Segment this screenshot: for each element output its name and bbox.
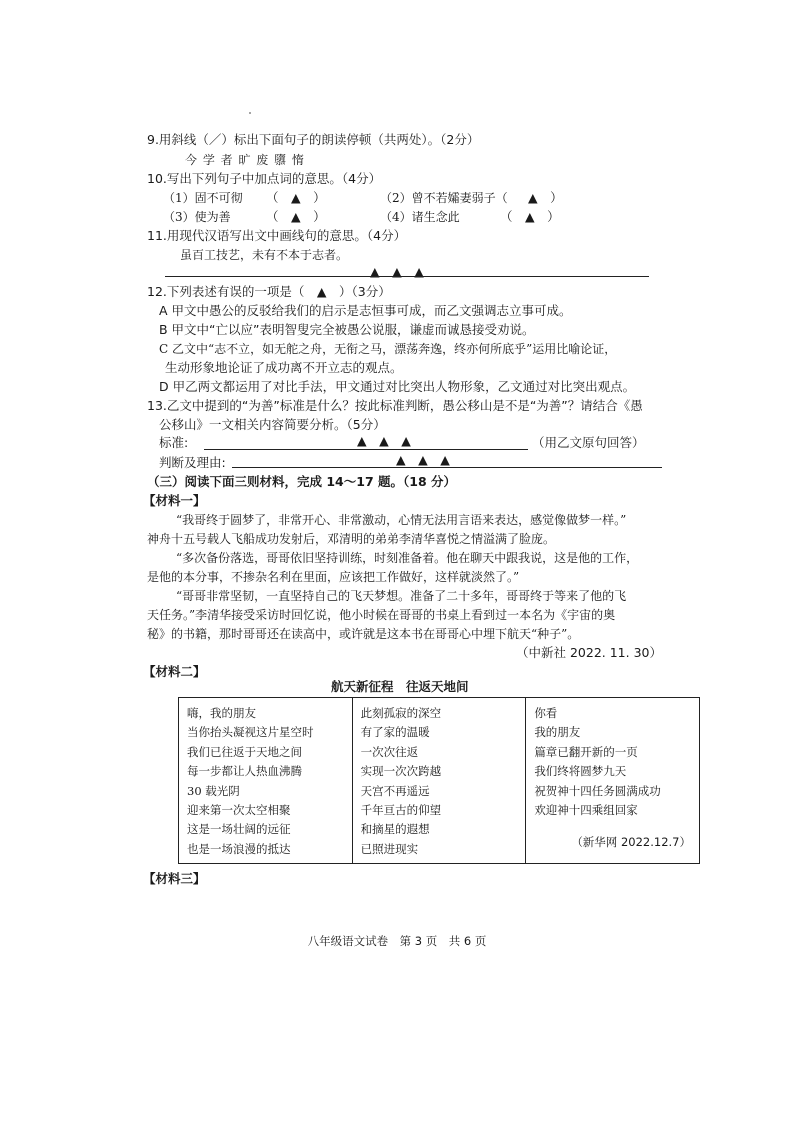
material1-line: 是他的本分事，不掺杂名利在里面，应该把工作做好，这样就淡然了。” <box>147 570 520 584</box>
q11-stem: 11.用现代汉语写出文中画线句的意思。（4分） <box>147 228 407 243</box>
q10-stem: 10.写出下列句子中加点词的意思。（4分） <box>147 171 382 186</box>
poem-line: 已照进现实 <box>360 841 419 856</box>
poem-line: 每一步都让人热血沸腾 <box>187 764 302 779</box>
material2-title: 航天新征程 往返天地间 <box>331 679 469 694</box>
q12-option-d: D 甲乙两文都运用了对比手法，甲文通过对比突出人物形象，乙文通过对比突出观点。 <box>159 379 636 394</box>
q13-stem-1: 13.乙文中提到的“为善”标准是什么？按此标准判断，愚公移山是不是“为善”？请结合《愚 <box>147 398 643 413</box>
poem-line: 你看 <box>534 706 558 720</box>
material3-label: 【材料三】 <box>143 871 206 886</box>
q13-standard-line[interactable] <box>204 449 528 450</box>
q13-judge-line[interactable] <box>232 467 662 468</box>
q9-stem: 9.用斜线（／）标出下面句子的朗读停顿（共两处）。（2分） <box>147 132 480 147</box>
poem-line: 祝贺神十四任务圆满成功 <box>534 783 661 798</box>
poem-line: 这是一场壮阔的远征 <box>187 822 291 837</box>
q10-item-3: （3）使为善 <box>163 210 231 224</box>
q12-option-a: A 甲文中愚公的反驳给我们的启示是志恒事可成，而乙文强调志立事可成。 <box>159 303 572 318</box>
section3-heading: （三）阅读下面三则材料，完成 14～17 题。（18 分） <box>147 474 456 489</box>
q10-item-2: （2）曾不若孀妻弱子（ <box>380 191 508 205</box>
q10-item-1-blank: （ ▲ ） <box>266 190 326 205</box>
poem-line: 30 载光阴 <box>187 783 240 798</box>
q13-judge-label: 判断及理由: <box>159 455 226 470</box>
q10-item-1: （1）固不可彻 <box>163 191 243 205</box>
q12-option-b: B 甲文中“亡以应”表明智叟完全被愚公说服，谦虚而诚恳接受劝说。 <box>159 322 535 337</box>
scan-speck <box>249 112 251 114</box>
material1-label: 【材料一】 <box>143 493 206 508</box>
q10-item-4-blank: （ ▲ ） <box>500 209 560 224</box>
q9-sentence: 今 学 者 旷 废 隳 惰 <box>185 153 305 167</box>
poem-line: 我们终将圆梦九天 <box>534 764 627 779</box>
q10-item-2-blank: ▲ ） <box>528 190 563 205</box>
q11-sentence: 虽百工技艺，未有不本于志者。 <box>180 248 349 262</box>
q13-standard-label: 标准: <box>159 435 189 450</box>
poem-line: 欢迎神十四乘组回家 <box>534 803 638 818</box>
poem-line: 此刻孤寂的深空 <box>360 706 442 720</box>
poem-line: 我们已往返于天地之间 <box>187 744 302 759</box>
poem-line: 千年亘古的仰望 <box>360 803 442 818</box>
poem-column-2 <box>352 698 526 864</box>
material1-line: “哥哥非常坚韧，一直坚持自己的飞天梦想。准备了二十多年，哥哥终于等来了他的飞 <box>176 589 627 603</box>
poem-line: 迎来第一次太空相聚 <box>187 803 291 818</box>
q12-stem: 12.下列表述有误的一项是（ ▲ ）（3分） <box>147 284 391 299</box>
material1-line: 秘》的书籍，那时哥哥还在读高中，或许就是这本书在哥哥心中埋下航天“种子”。 <box>147 627 580 641</box>
q11-answer-line[interactable] <box>165 276 649 277</box>
q12-option-c: C 乙文中“志不立，如无舵之舟，无衔之马，漂荡奔逸，终亦何所底乎”运用比喻论证， <box>159 342 617 356</box>
page-footer: 八年级语文试卷 第 3 页 共 6 页 <box>307 934 487 948</box>
poem-column-1 <box>179 698 353 864</box>
q13-judge-marks: ▲ ▲ ▲ <box>396 452 450 467</box>
poem-line: 有了家的温暖 <box>360 725 430 740</box>
q10-item-4: （4）诸生念此 <box>380 210 460 224</box>
q12-option-c-cont: 生动形象地论证了成功离不开立志的观点。 <box>165 360 403 375</box>
poem-line: 一次次往返 <box>360 744 419 759</box>
poem-line: 和摘星的遐想 <box>360 822 430 837</box>
material1-line: “多次备份落选，哥哥依旧坚持训练，时刻准备着。他在聊天中跟我说，这是他的工作， <box>176 551 639 565</box>
poem-line: 当你抬头凝视这片星空时 <box>187 725 314 740</box>
material1-line: “我哥终于圆梦了，非常开心、非常激动，心情无法用言语来表达，感觉像做梦一样。” <box>176 513 627 527</box>
q11-answer-marks: ▲ ▲ ▲ <box>370 264 424 279</box>
poem-table <box>178 697 700 864</box>
poem-column-3 <box>526 698 700 864</box>
poem-line: 实现一次次跨越 <box>360 764 442 779</box>
q10-item-3-blank: （ ▲ ） <box>266 209 326 224</box>
material1-source: （中新社 2022. 11. 30） <box>516 645 662 660</box>
poem-line: 也是一场浪漫的抵达 <box>187 841 291 856</box>
material2-source: （新华网 2022.12.7） <box>571 835 691 850</box>
q13-standard-hint: （用乙文原句回答） <box>532 435 645 450</box>
poem-line: 篇章已翻开新的一页 <box>534 744 638 759</box>
material1-line: 神舟十五号载人飞船成功发射后，邓清明的弟弟李清华喜悦之情溢满了脸庞。 <box>147 532 556 546</box>
poem-line: 天宫不再遥远 <box>360 783 430 798</box>
poem-line: 嗨，我的朋友 <box>187 706 256 720</box>
poem-line: 我的朋友 <box>534 725 581 740</box>
q13-standard-marks: ▲ ▲ ▲ <box>357 433 411 448</box>
material1-line: 天任务。”李清华接受采访时回忆说，他小时候在哥哥的书桌上看到过一本名为《宇宙的奥 <box>147 608 616 622</box>
material2-label: 【材料二】 <box>143 664 206 679</box>
q13-stem-2: 公移山》一文相关内容简要分析。（5分） <box>159 417 386 432</box>
